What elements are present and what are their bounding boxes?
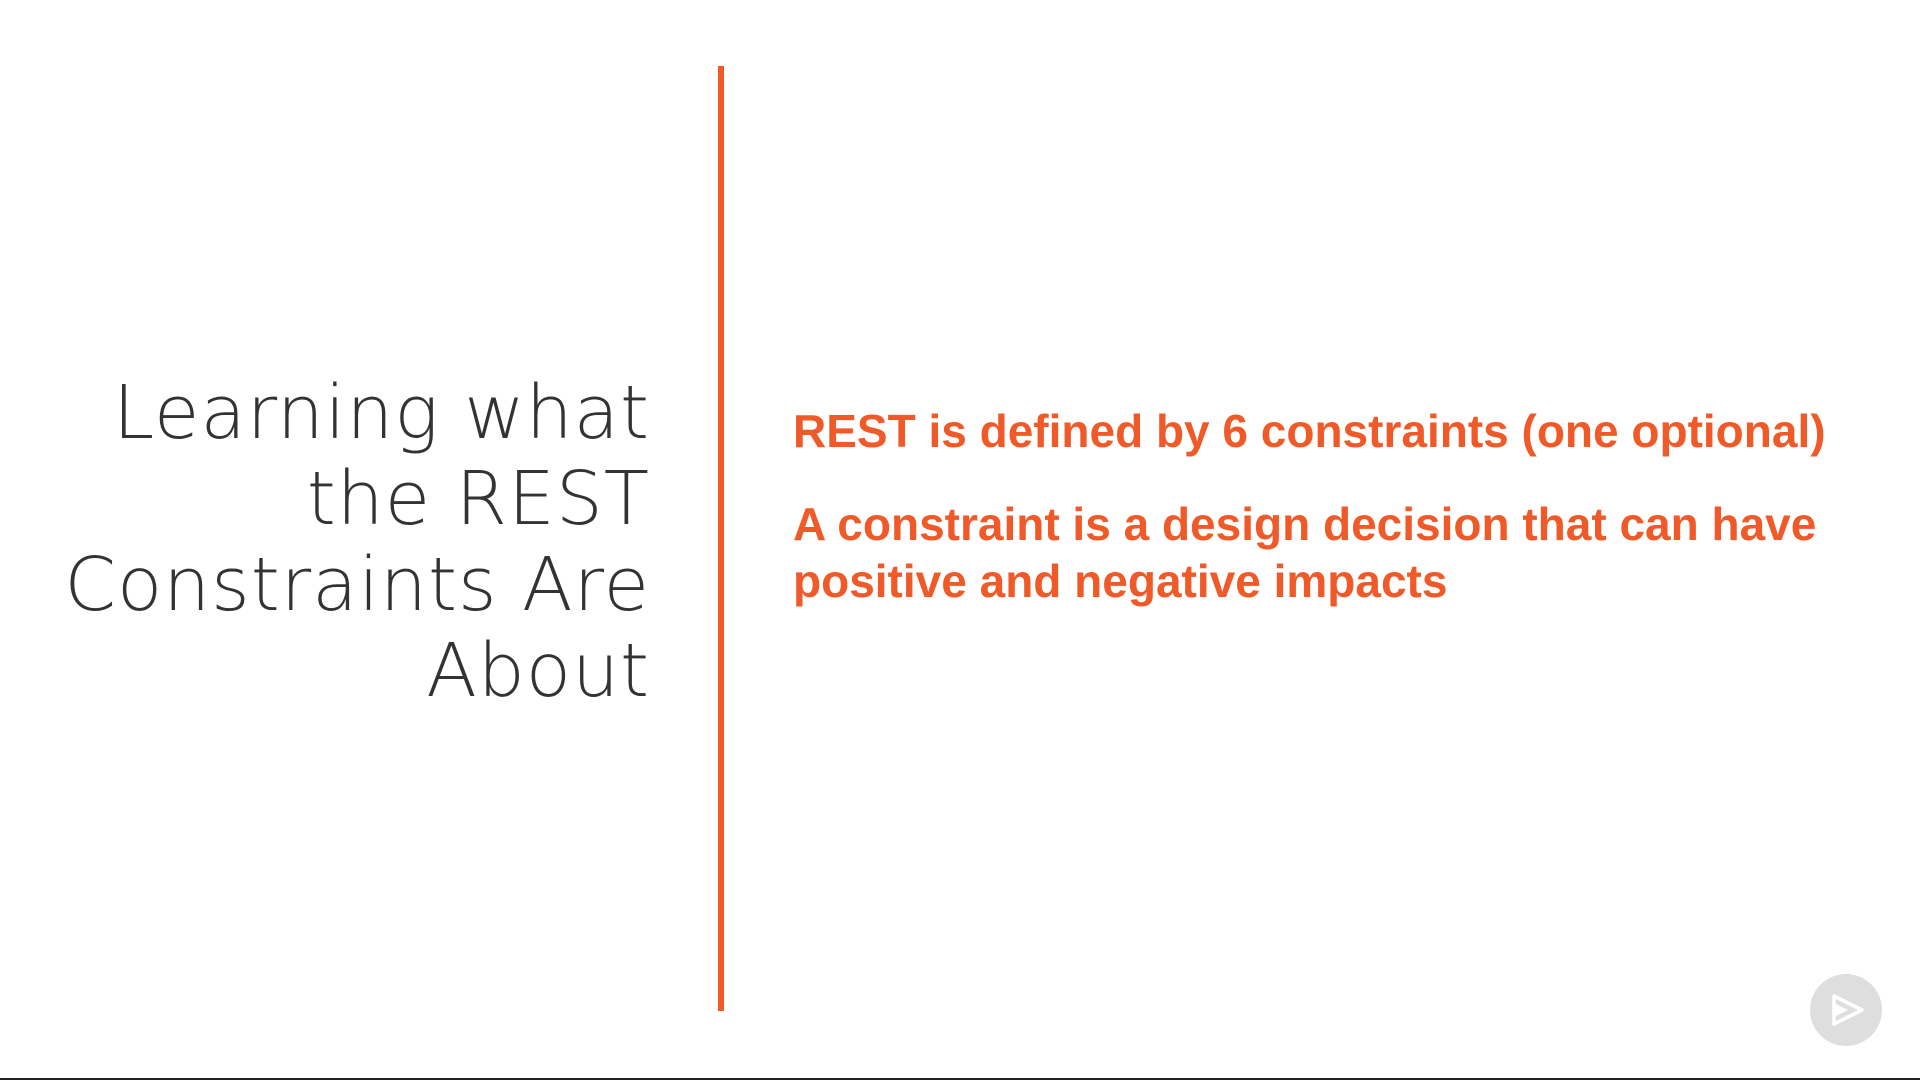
title-line: the REST bbox=[306, 456, 650, 542]
title-line: About bbox=[426, 628, 650, 714]
bullet-list bbox=[793, 403, 1853, 646]
bullet-item: A constraint is a design decision that can have positive and negative impacts bbox=[793, 498, 1817, 607]
vertical-divider bbox=[718, 66, 724, 1011]
title-line: Constraints Are bbox=[64, 542, 650, 628]
bullet-item: REST is defined by 6 constraints (one optional) bbox=[793, 405, 1826, 457]
play-logo-svg bbox=[1824, 988, 1868, 1032]
title-line: Learning what bbox=[113, 370, 650, 456]
slide-title bbox=[50, 370, 650, 714]
play-logo-icon bbox=[1810, 974, 1882, 1046]
